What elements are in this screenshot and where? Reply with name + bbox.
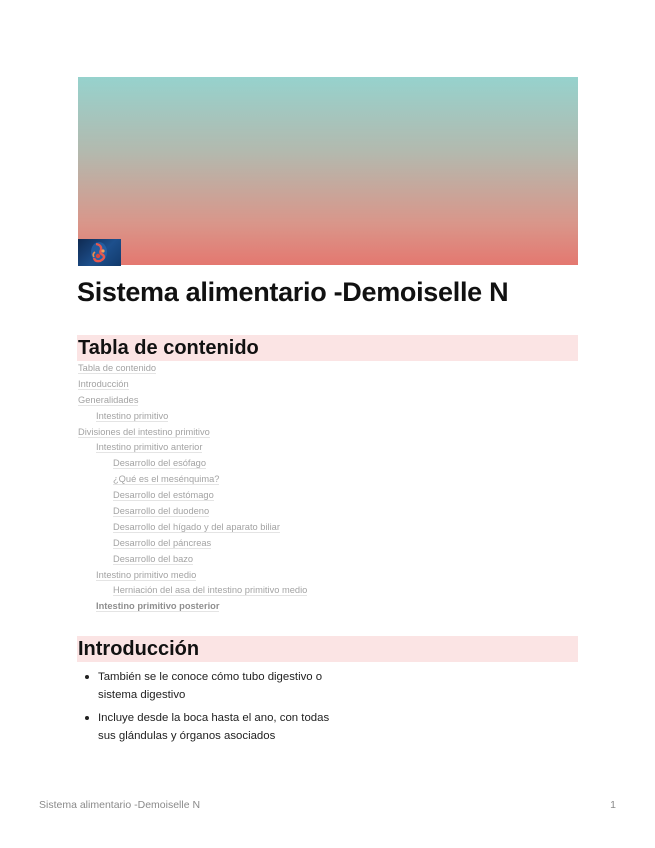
table-of-contents [78, 361, 578, 615]
toc-item-link[interactable]: Intestino primitivo posterior [96, 601, 220, 612]
intro-bullet-list [78, 668, 338, 750]
toc-item[interactable] [78, 472, 578, 488]
toc-item-link[interactable]: Tabla de contenido [78, 363, 157, 373]
toc-item-link[interactable]: Intestino primitivo anterior [96, 442, 203, 453]
footer-document-title: Sistema alimentario -Demoiselle N [39, 799, 201, 811]
toc-item-link[interactable]: Desarrollo del esófago [113, 458, 207, 469]
toc-item[interactable] [78, 377, 578, 393]
toc-item-link[interactable]: Divisiones del intestino primitivo [78, 426, 210, 437]
toc-item-link[interactable]: Desarrollo del hígado y del aparato biliar [113, 521, 280, 532]
footer-page-number: 1 [610, 799, 616, 811]
toc-item-link[interactable]: ¿Qué es el mesénquima? [113, 474, 220, 485]
toc-item[interactable] [78, 440, 578, 456]
toc-item-link[interactable]: Herniación del asa del intestino primitivo medio [113, 585, 308, 596]
toc-item[interactable] [78, 456, 578, 472]
toc-item[interactable] [78, 536, 578, 552]
toc-item-link[interactable]: Intestino primitivo medio [96, 569, 197, 580]
toc-item[interactable] [78, 409, 578, 425]
toc-item[interactable] [78, 552, 578, 568]
toc-item-link[interactable]: Desarrollo del páncreas [113, 537, 212, 548]
toc-item[interactable] [78, 361, 578, 377]
cover-image [78, 77, 578, 265]
bullet-item: Incluye desde la boca hasta el ano, con todas sus glándulas y órganos asociados [78, 709, 338, 745]
toc-item[interactable] [78, 520, 578, 536]
toc-item[interactable] [78, 425, 578, 441]
toc-item[interactable] [78, 504, 578, 520]
toc-item[interactable] [78, 488, 578, 504]
page-title: Sistema alimentario -Demoiselle N [77, 277, 509, 307]
toc-item[interactable] [78, 568, 578, 584]
toc-item-link[interactable]: Desarrollo del estómago [113, 490, 214, 501]
toc-heading: Tabla de contenido [77, 335, 578, 361]
bullet-item: También se le conoce cómo tubo digestivo o sistema digestivo [78, 668, 338, 704]
toc-item-link[interactable]: Generalidades [78, 394, 139, 405]
toc-item-link[interactable]: Desarrollo del bazo [113, 553, 194, 564]
toc-item[interactable] [78, 393, 578, 409]
toc-item-link[interactable]: Introducción [78, 378, 129, 389]
toc-item-link[interactable]: Desarrollo del duodeno [113, 506, 210, 517]
toc-item-link[interactable]: Intestino primitivo [96, 410, 169, 421]
digestive-system-icon [78, 239, 121, 266]
toc-item[interactable] [78, 599, 578, 615]
toc-item[interactable] [78, 583, 578, 599]
intro-heading: Introducción [77, 636, 578, 662]
